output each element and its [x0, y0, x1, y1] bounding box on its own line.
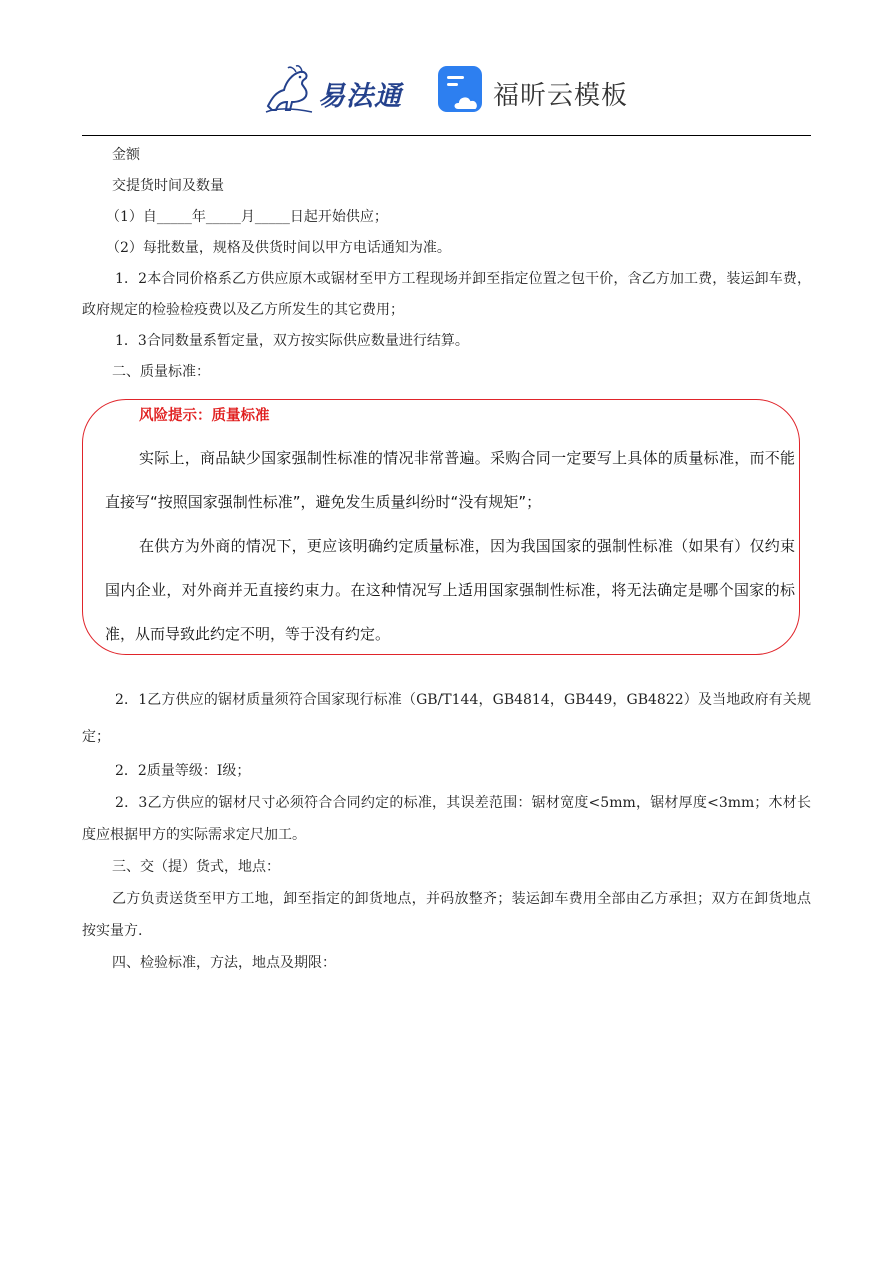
paragraph: 金额	[112, 147, 140, 163]
risk-warning-body	[105, 436, 795, 656]
paragraph: 交提货时间及数量	[112, 178, 224, 194]
paragraph: （2）每批数量，规格及供货时间以甲方电话通知为准。	[106, 240, 451, 256]
contract-body-top	[82, 140, 811, 388]
yifatong-logo	[262, 62, 412, 118]
horse-emblem-icon	[262, 62, 318, 118]
yifatong-logo-text: 易法通	[318, 81, 402, 112]
section-heading: 三、交（提）货式，地点：	[112, 859, 280, 875]
risk-paragraph: 实际上，商品缺少国家强制性标准的情况非常普遍。采购合同一定要写上具体的质量标准，而不能直接写“按照国家强制性标准”，避免发生质量纠纷时“没有规矩”；	[105, 449, 795, 511]
paragraph: 乙方负责送货至甲方工地，卸至指定的卸货地点，并码放整齐；装运卸车费用全部由乙方承担；双方在卸货地点按实量方.	[82, 891, 811, 939]
section-heading: 四、检验标准，方法，地点及期限：	[112, 955, 336, 971]
paragraph: 2．1乙方供应的锯材质量须符合国家现行标准（GB/T144，GB4814，GB449，GB4822）及当地政府有关规定；	[82, 692, 811, 745]
paragraph: （1）自_____年_____月_____日起开始供应；	[106, 209, 388, 225]
cloud-document-icon	[436, 64, 488, 116]
foxit-cloud-template-logo	[436, 64, 636, 118]
page-header	[0, 58, 893, 122]
paragraph: 2．2质量等级：Ⅰ级；	[115, 763, 251, 779]
paragraph: 2．3乙方供应的锯材尺寸必须符合合同约定的标准，其误差范围：锯材宽度<5mm，锯材厚度<3mm；木材长度应根据甲方的实际需求定尺加工。	[82, 795, 811, 843]
risk-warning-box	[82, 399, 800, 655]
risk-paragraph: 在供方为外商的情况下，更应该明确约定质量标准，因为我国国家的强制性标准（如果有）仅约束国内企业，对外商并无直接约束力。在这种情况写上适用国家强制性标准，将无法确定是哪个国家的标准，从而导致此约定不明，等于没有约定。	[105, 537, 795, 643]
foxit-cloud-template-text: 福昕云模板	[493, 81, 629, 111]
risk-warning-title: 风险提示：质量标准	[139, 408, 270, 424]
contract-body-bottom	[82, 682, 811, 979]
paragraph: 1．3合同数量系暂定量，双方按实际供应数量进行结算。	[115, 333, 469, 349]
paragraph: 1．2本合同价格系乙方供应原木或锯材至甲方工程现场并卸至指定位置之包干价，含乙方加工费，装运卸车费，政府规定的检验检疫费以及乙方所发生的其它费用；	[82, 271, 811, 318]
section-heading: 二、质量标准：	[112, 364, 210, 380]
header-divider	[82, 135, 811, 136]
